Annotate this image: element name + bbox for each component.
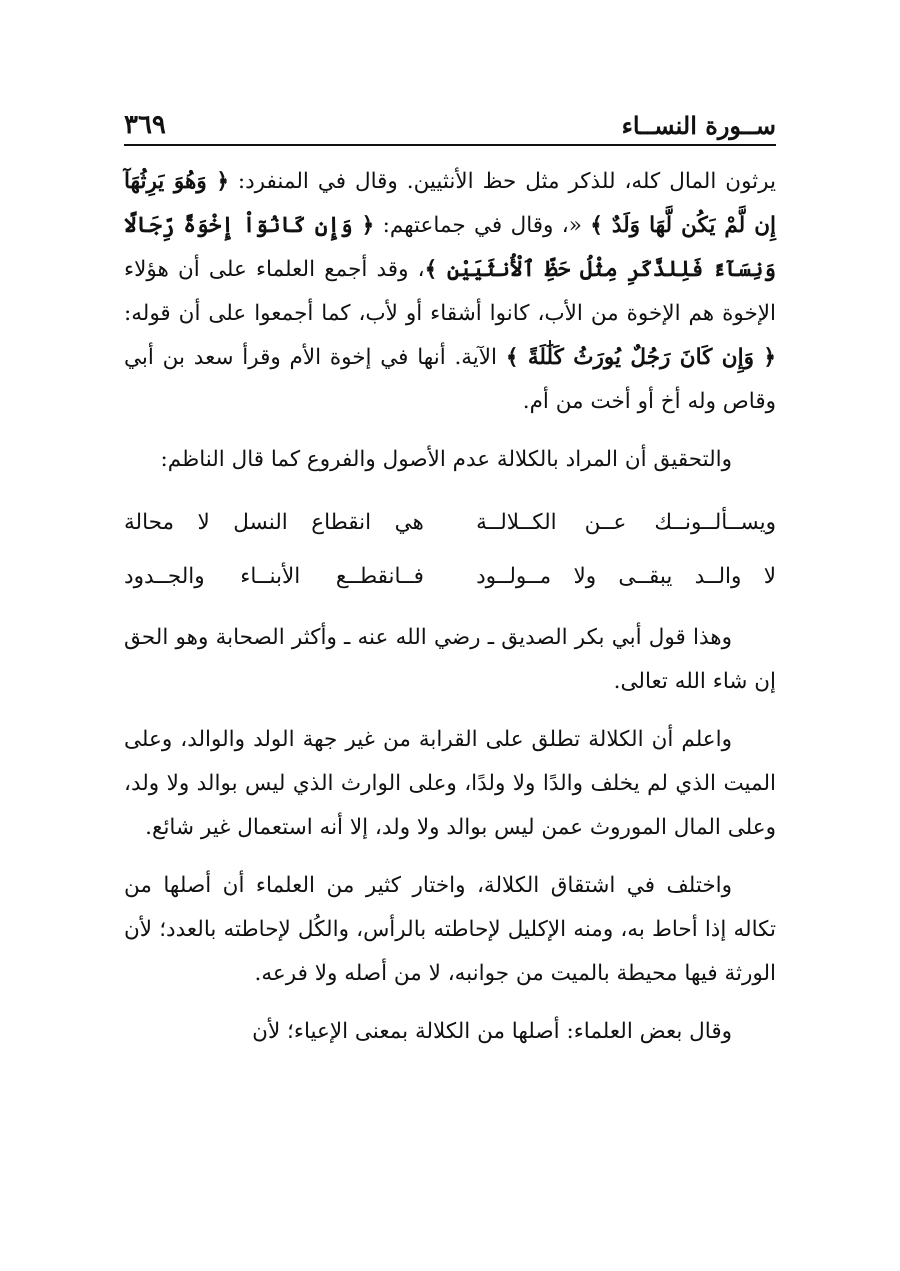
page-number: ٣٦٩ (124, 110, 166, 140)
page-header (124, 100, 776, 146)
paragraph-inheritance (124, 160, 776, 424)
paragraph-tahqiq: والتحقيق أن المراد بالكلالة عدم الأصول والفروع كما قال الناظم: (160, 447, 732, 472)
book-page (124, 100, 776, 1068)
poem-hemistich-right: لا والــد يبقــى ولا مــولــود (476, 564, 776, 589)
quran-verse: ﴿ وَإِن كَانُوٓاْ إِخْوَةً رِّجَالًا وَنِسَآءً فَلِلذَّكَرِ مِثْلُ حَظِّ ٱلْأُنثَيَيْنِ ﴾ (124, 213, 776, 282)
poem-hemistich-left: هي انقطاع النسل لا محالة (124, 510, 424, 535)
paragraph-text: «، وقال في جماعتهم: (374, 213, 591, 238)
quran-verse: ﴿ وَإِن كَانَ رَجُلٌ يُورَثُ كَلَٰلَةً ﴾ (505, 345, 776, 370)
paragraph-derivation: واختلف في اشتقاق الكلالة، واختار كثير من العلماء أن أصلها من تكاله إذا أحاط به، ومنه الإكليل لإحاطته بالرأس، والكُل لإحاطته بالعدد؛ لأن الورثة فيها محيطة بالميت من جوانبه، لا من أصله ولا فرعه. (124, 873, 776, 986)
poem-hemistich-right: ويســألــونــك عــن الكــلالــة (476, 510, 776, 535)
poem-verse (124, 496, 776, 550)
quran-verse: ﴿ وَهُوَ يَرِثُهَآ إِن لَّمْ يَكُن لَّهَا وَلَدٌ ﴾ (124, 169, 776, 238)
poem-verse (124, 550, 776, 604)
paragraph-text: ، وقد أجمع العلماء على أن هؤلاء الإخوة هم الإخوة من الأب، كانوا أشقاء أو لأب، كما أجمعوا على أن قوله: (124, 257, 776, 326)
paragraph-abu-bakr: وهذا قول أبي بكر الصديق ـ رضي الله عنه ـ وأكثر الصحابة وهو الحق إن شاء الله تعالى. (124, 625, 776, 694)
poem-hemistich-left: فــانقطــع الأبنــاء والجــدود (124, 564, 424, 589)
page-body (124, 160, 776, 1054)
surah-title: ســورة النســاء (621, 111, 776, 140)
paragraph-text: يرثون المال كله، للذكر مثل حظ الأنثيين. وقال في المنفرد: (228, 169, 777, 194)
paragraph-iya: وقال بعض العلماء: أصلها من الكلالة بمعنى الإعياء؛ لأن (252, 1019, 732, 1044)
paragraph-kalala-meanings: واعلم أن الكلالة تطلق على القرابة من غير جهة الولد والوالد، وعلى الميت الذي لم يخلف والدًا ولا ولدًا، وعلى الوارث الذي ليس بوالد ولا ولد، وعلى المال الموروث عمن ليس بوالد ولا ولد، إلا أنه استعمال غير شائع. (124, 727, 776, 840)
poem (124, 496, 776, 604)
paragraph-text: الآية. أنها في إخوة الأم وقرأ سعد بن أبي وقاص وله أخ أو أخت من أم. (124, 345, 776, 414)
